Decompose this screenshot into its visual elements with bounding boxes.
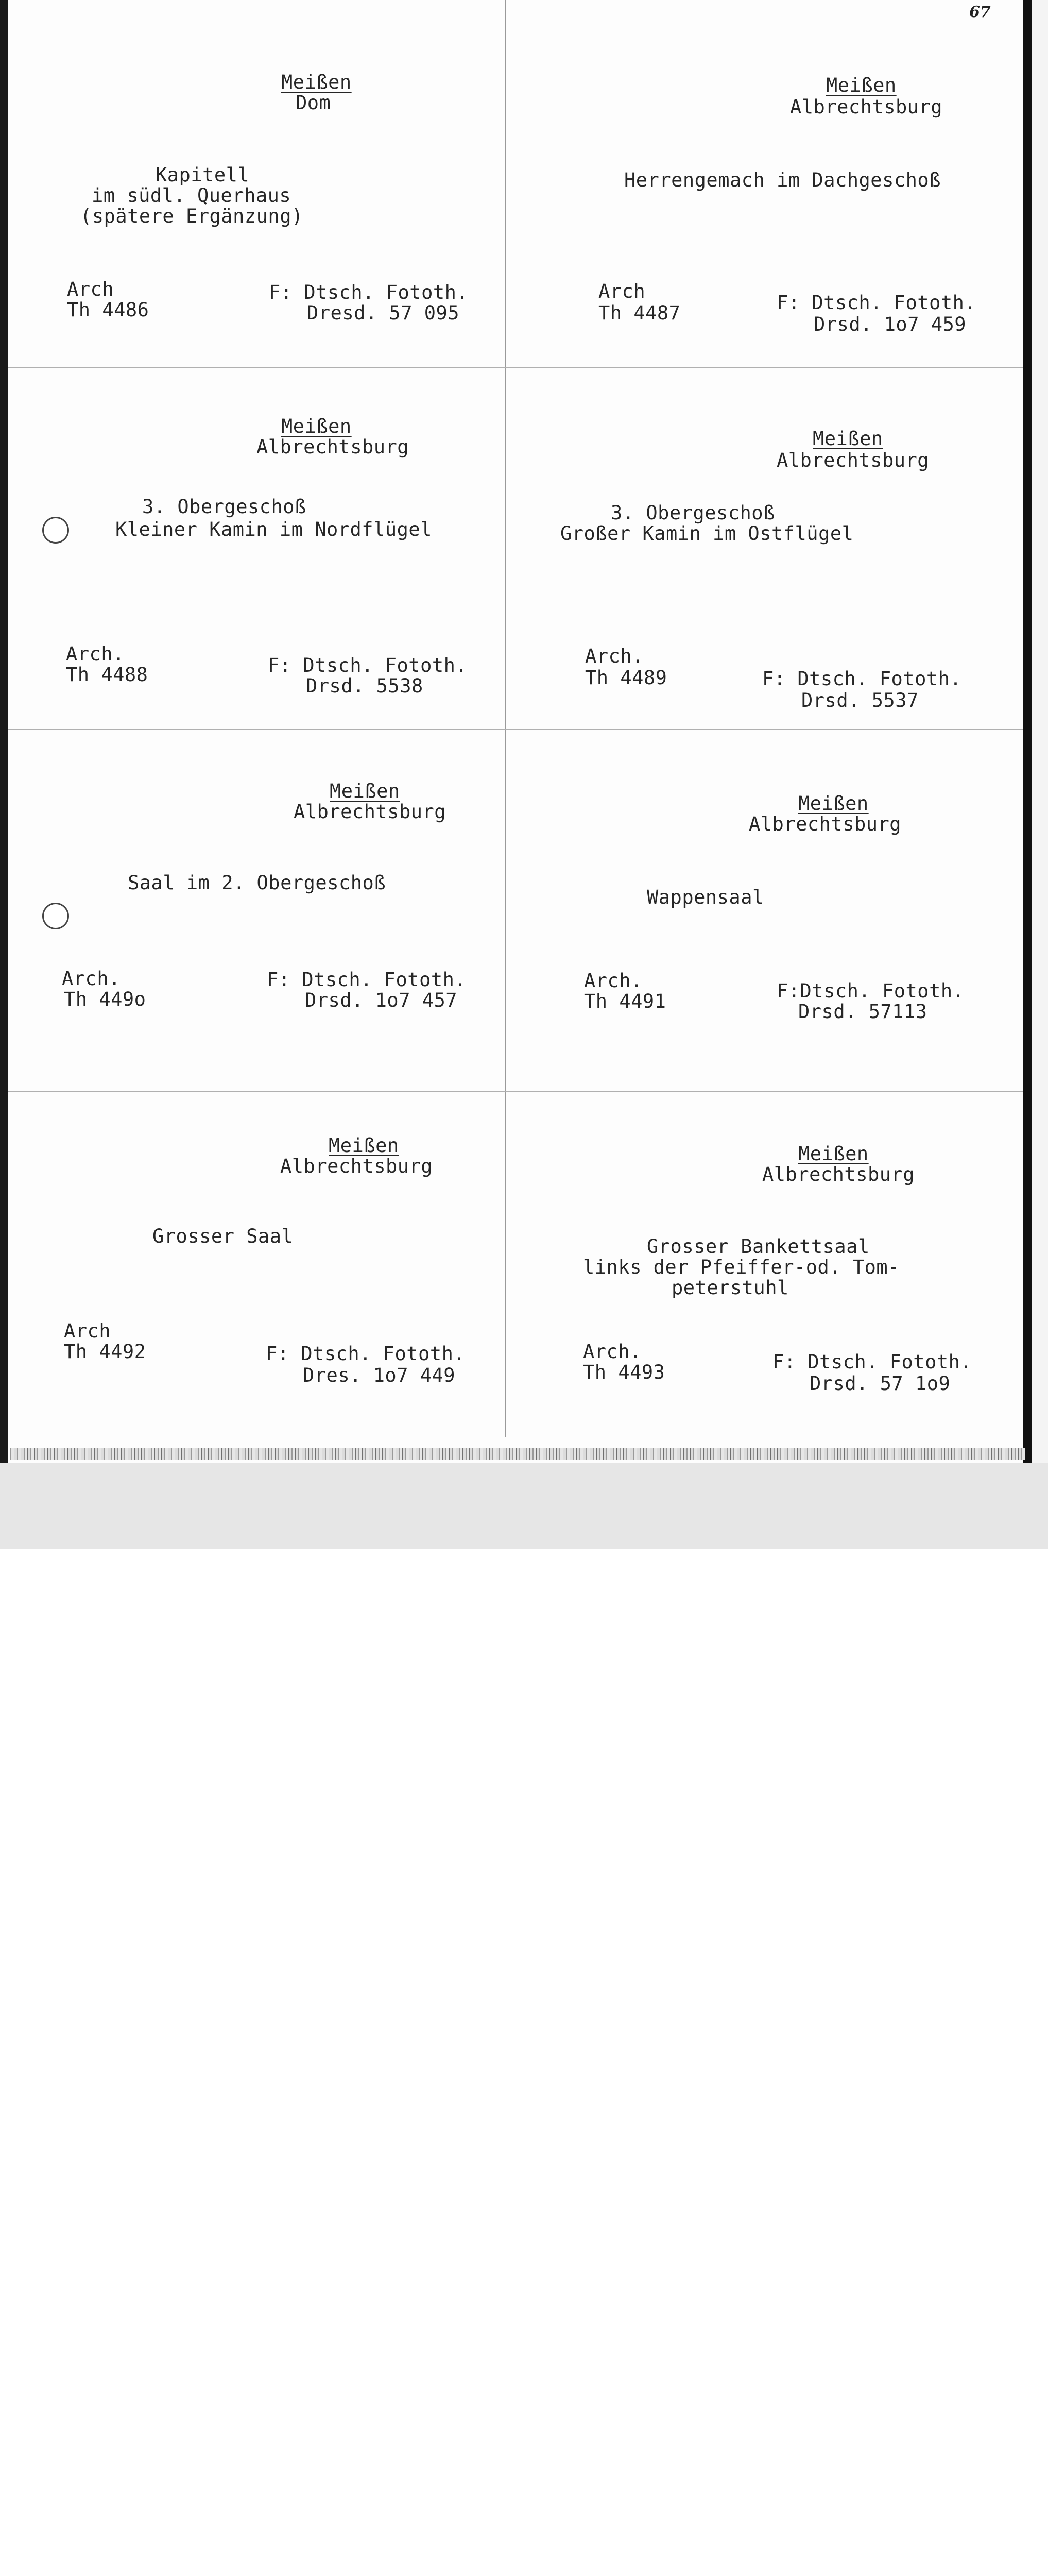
card-description: Grosser Saal <box>152 1225 294 1247</box>
card-building: Albrechtsburg <box>762 1163 915 1185</box>
card-city: Meißen <box>329 1134 399 1157</box>
card-city: Meißen <box>813 428 883 450</box>
card-archive-label: Arch. <box>583 1341 642 1363</box>
card-photo-number: Drsd. 1o7 459 <box>814 313 967 335</box>
punch-hole <box>42 903 69 929</box>
card-description: Saal im 2. Obergeschoß <box>128 872 386 894</box>
card-photo-source: F: Dtsch. Fototh. <box>269 281 469 303</box>
card-building: Albrechtsburg <box>294 801 446 823</box>
card-building: Dom <box>296 92 331 114</box>
card-photo-source: F: Dtsch. Fototh. <box>267 969 467 991</box>
card-archive-label: Arch <box>67 278 114 300</box>
card-archive-label: Arch. <box>585 645 644 667</box>
card-archive-number: Th 449o <box>64 988 146 1010</box>
card-photo-number: Drsd. 5538 <box>306 675 423 697</box>
punch-hole <box>42 517 69 544</box>
card-photo-source: F: Dtsch. Fototh. <box>266 1343 466 1365</box>
card-archive-label: Arch. <box>62 968 121 990</box>
card-archive-label: Arch <box>64 1320 111 1342</box>
scan-edge-left <box>0 0 8 1463</box>
card-archive-number: Th 4487 <box>598 302 681 324</box>
scan-margin-right <box>1032 0 1048 1463</box>
card-description: 3. Obergeschoß <box>142 496 306 518</box>
card-description: Herrengemach im Dachgeschoß <box>624 169 941 191</box>
card-description: Kleiner Kamin im Nordflügel <box>115 518 432 540</box>
card-divider-horizontal <box>8 1091 1023 1092</box>
card-archive-number: Th 4486 <box>67 299 149 321</box>
card-archive-number: Th 4489 <box>585 667 667 689</box>
card-divider-vertical <box>505 0 506 1437</box>
card-photo-number: Drsd. 57 1o9 <box>810 1372 951 1395</box>
card-description: links der Pfeiffer-od. Tom- <box>583 1256 900 1278</box>
card-photo-number: Drsd. 1o7 457 <box>305 989 458 1011</box>
card-photo-number: Drsd. 5537 <box>801 689 919 711</box>
card-divider-horizontal <box>8 729 1023 730</box>
card-city: Meißen <box>798 792 869 815</box>
card-photo-source: F: Dtsch. Fototh. <box>268 654 468 676</box>
card-archive-label: Arch. <box>66 643 125 665</box>
card-archive-label: Arch <box>598 280 646 302</box>
card-city: Meißen <box>798 1143 869 1165</box>
card-archive-label: Arch. <box>584 970 643 992</box>
card-building: Albrechtsburg <box>280 1155 433 1177</box>
viewer-footer <box>0 1463 1048 1549</box>
card-city: Meißen <box>330 780 400 802</box>
card-city: Meißen <box>281 415 352 437</box>
card-city: Meißen <box>826 74 897 96</box>
card-building: Albrechtsburg <box>777 449 930 471</box>
card-photo-source: F: Dtsch. Fototh. <box>777 292 976 314</box>
card-city: Meißen <box>281 71 352 93</box>
scan-color-strip <box>10 1448 1025 1460</box>
card-description: Grosser Bankettsaal <box>647 1235 870 1258</box>
card-description: Wappensaal <box>647 886 764 908</box>
card-description: (spätere Ergänzung) <box>80 205 303 227</box>
card-archive-number: Th 4492 <box>64 1341 146 1363</box>
card-archive-number: Th 4491 <box>584 990 666 1012</box>
card-divider-horizontal <box>8 367 1023 368</box>
page-number: 67 <box>969 3 991 21</box>
scan-edge-right <box>1023 0 1032 1463</box>
card-photo-source: F:Dtsch. Fototh. <box>777 980 965 1002</box>
card-description: Großer Kamin im Ostflügel <box>560 522 854 545</box>
card-archive-number: Th 4488 <box>66 664 148 686</box>
card-building: Albrechtsburg <box>749 813 902 835</box>
card-description: peterstuhl <box>672 1277 789 1299</box>
card-photo-number: Dresd. 57 095 <box>307 302 460 324</box>
card-photo-number: Dres. 1o7 449 <box>303 1364 456 1386</box>
card-building: Albrechtsburg <box>790 96 943 118</box>
card-archive-number: Th 4493 <box>583 1361 665 1383</box>
card-photo-source: F: Dtsch. Fototh. <box>762 668 962 690</box>
card-building: Albrechtsburg <box>256 436 409 458</box>
card-description: Kapitell <box>156 164 250 186</box>
card-photo-source: F: Dtsch. Fototh. <box>772 1351 972 1373</box>
card-description: im südl. Querhaus <box>92 184 291 207</box>
card-photo-number: Drsd. 57113 <box>798 1001 927 1023</box>
card-description: 3. Obergeschoß <box>611 502 775 524</box>
